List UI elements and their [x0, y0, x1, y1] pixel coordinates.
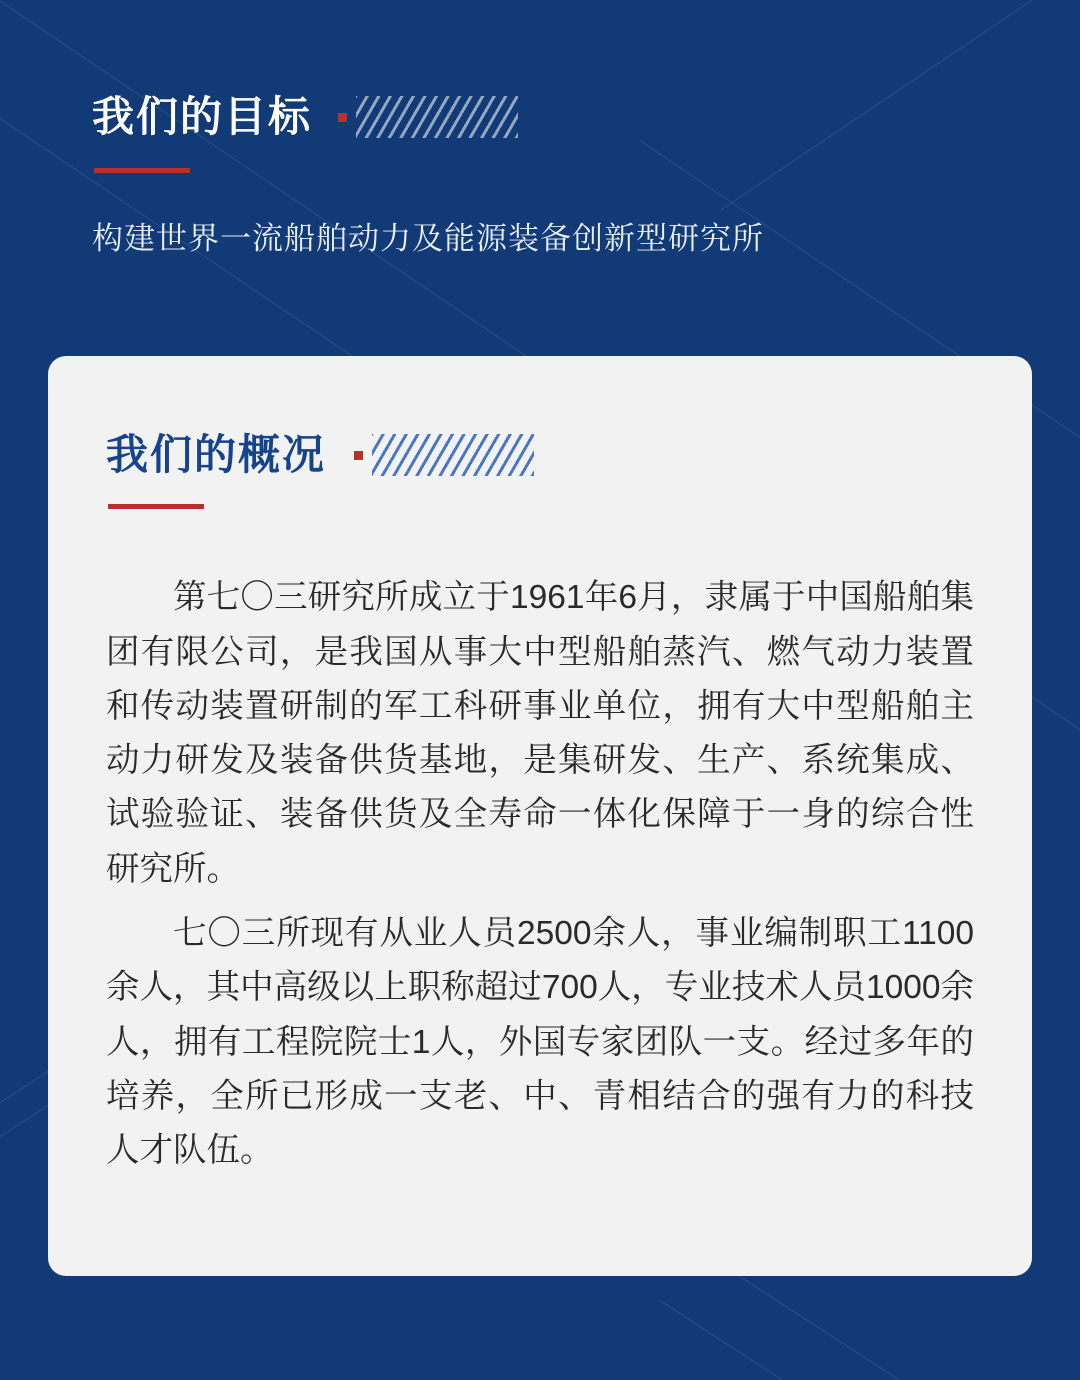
square-dot-icon	[354, 451, 363, 460]
goal-heading-row	[92, 93, 1080, 140]
overview-heading-row	[106, 431, 974, 479]
goal-underline-rule	[94, 168, 190, 173]
goal-heading: 我们的目标	[92, 93, 313, 140]
overview-paragraph: 第七〇三研究所成立于1961年6月，隶属于中国船舶集团有限公司，是我国从事大中型船舶蒸汽、燃气动力装置和传动装置研制的军工科研事业单位，拥有大中型船舶主动力研发及装备供货基地，是集研发、生产、系统集成、试验验证、装备供货及全寿命一体化保障于一身的综合性研究所。	[106, 579, 974, 888]
overview-hatch-decoration	[354, 434, 534, 476]
goal-hatch-decoration	[338, 96, 518, 138]
diagonal-hatch-icon	[356, 96, 518, 138]
goal-statement: 构建世界一流船舶动力及能源装备创新型研究所	[92, 221, 764, 256]
overview-underline-rule	[108, 504, 204, 509]
square-dot-icon	[338, 113, 347, 122]
overview-body	[106, 571, 974, 1178]
diagonal-hatch-icon	[372, 434, 534, 476]
goal-section	[0, 0, 1080, 260]
overview-card	[48, 356, 1032, 1276]
overview-heading: 我们的概况	[106, 431, 327, 479]
overview-paragraph: 七〇三所现有从业人员2500余人，事业编制职工1100余人，其中高级以上职称超过700人，专业技术人员1000余人，拥有工程院院士1人，外国专家团队一支。经过多年的培养，全所已形成一支老、中、青相结合的强有力的科技人才队伍。	[106, 914, 974, 1170]
